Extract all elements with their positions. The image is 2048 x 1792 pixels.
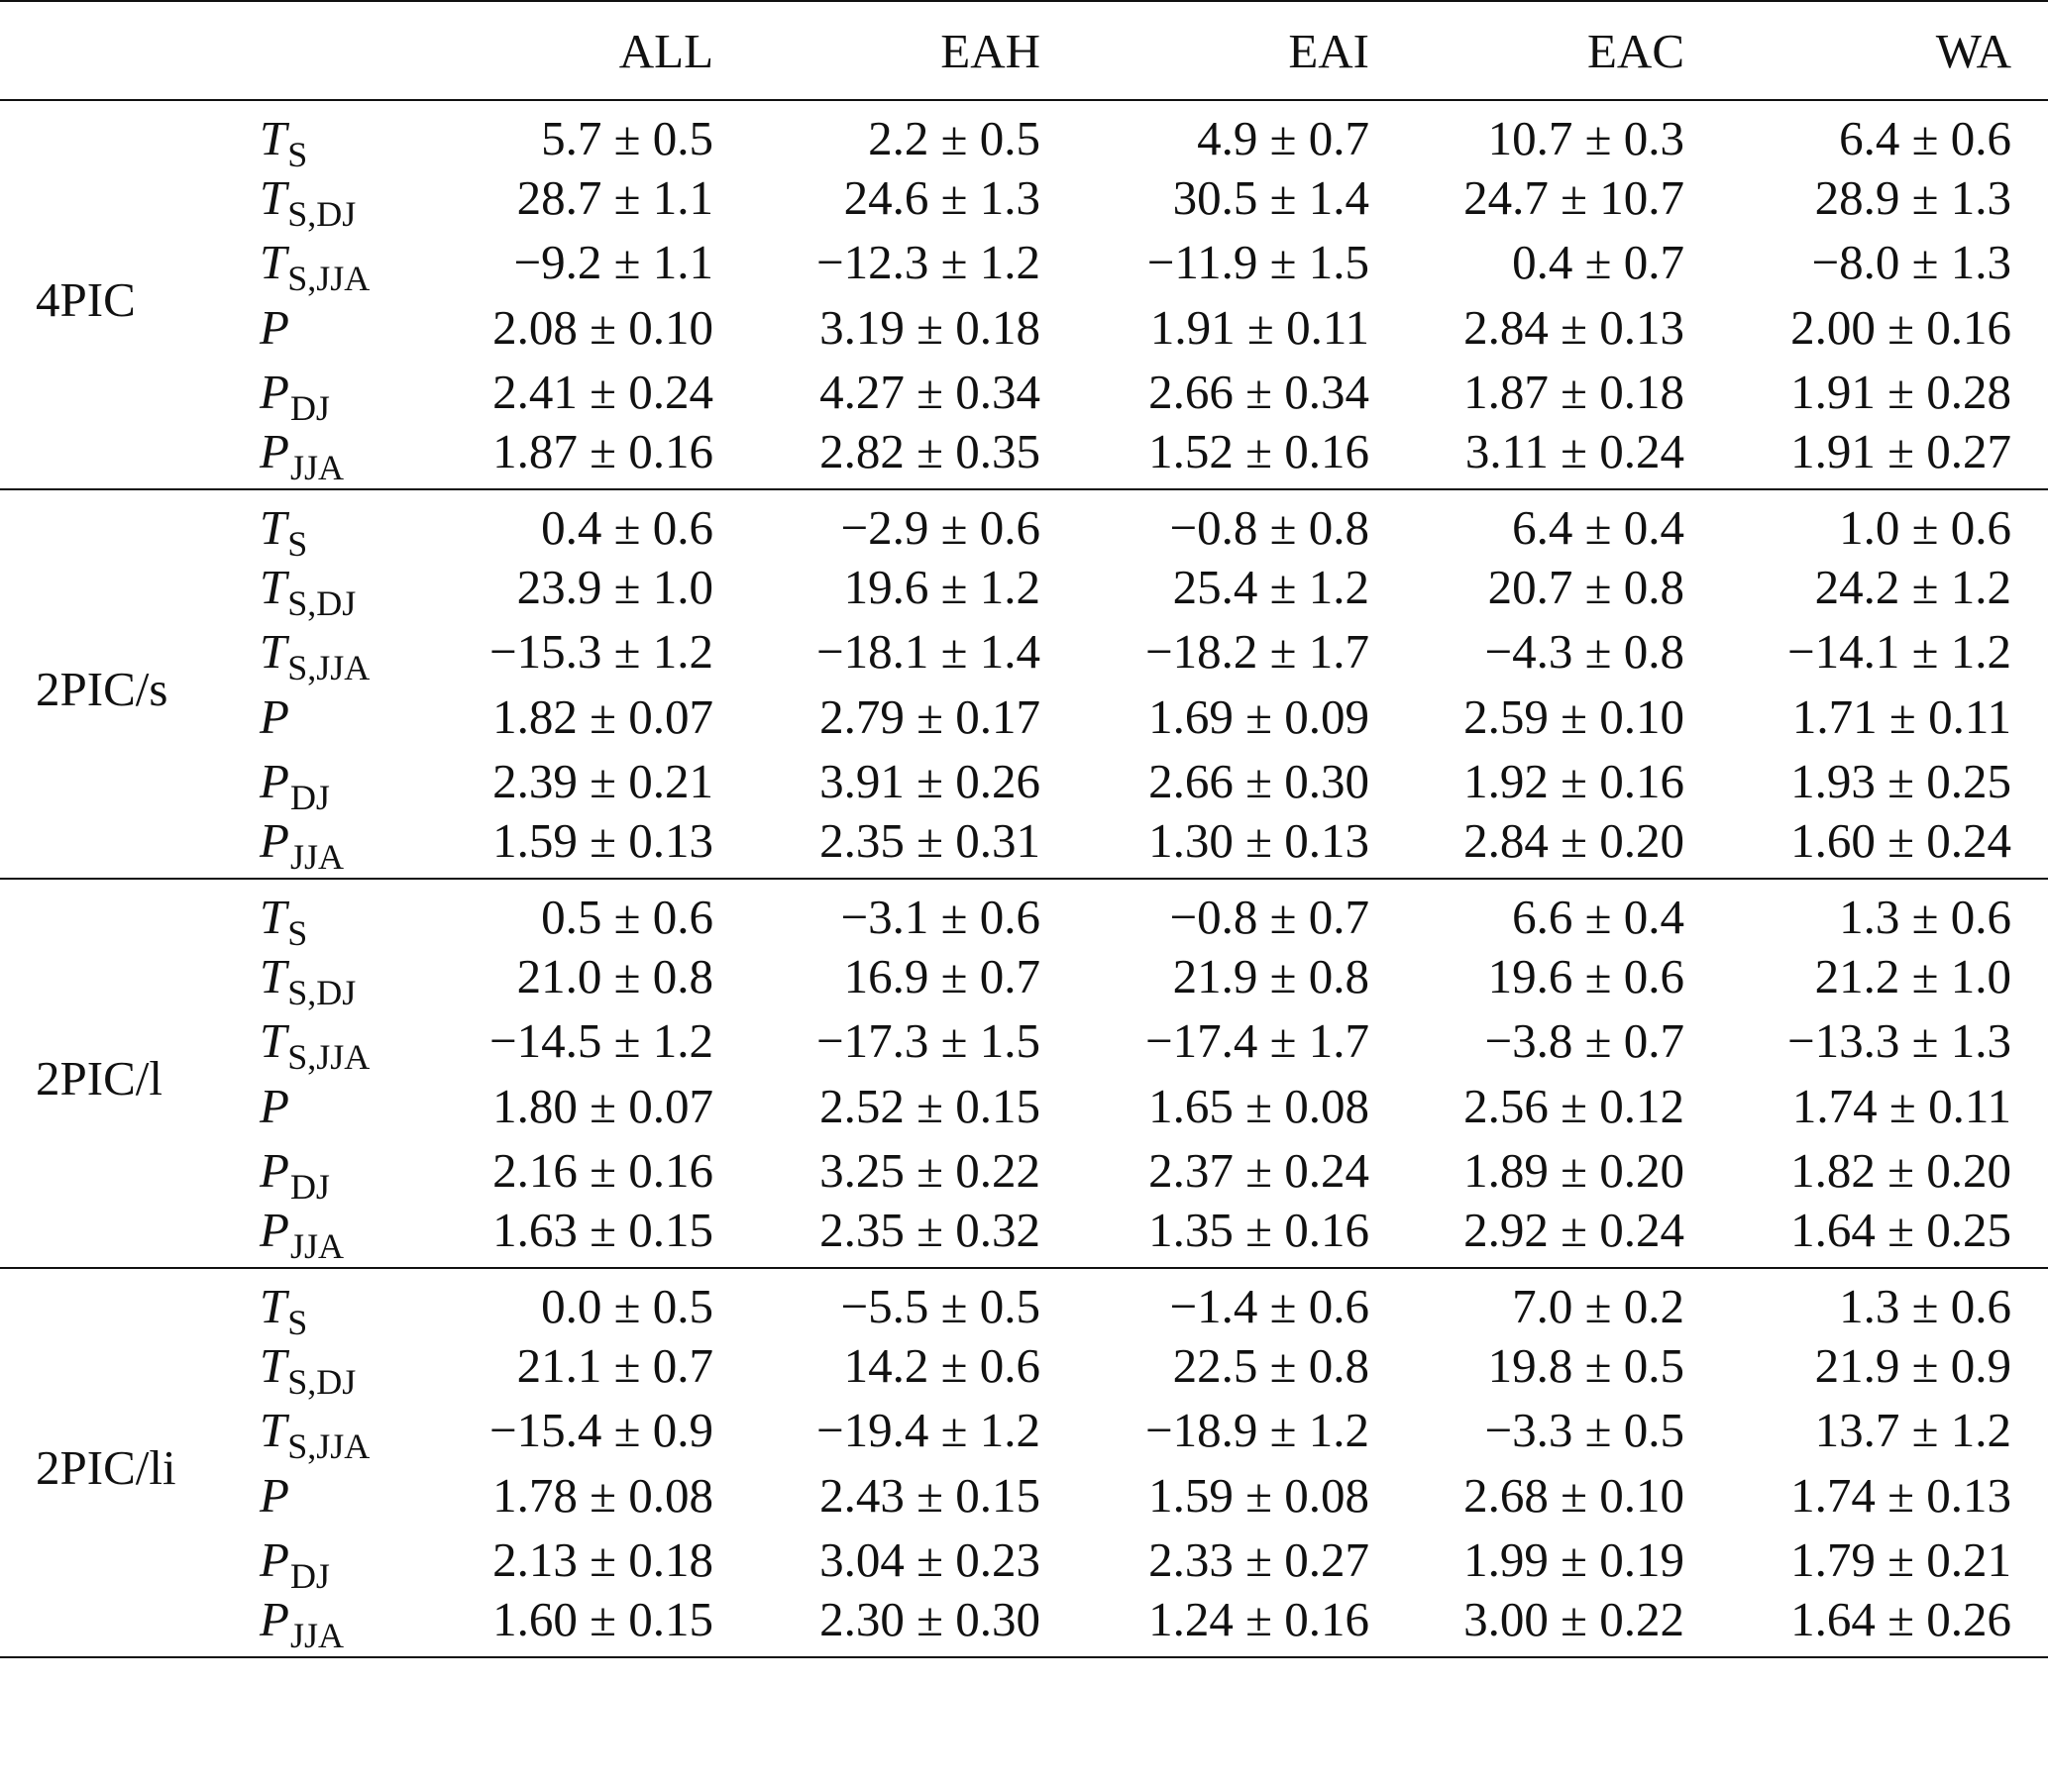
variable-subscript: S bbox=[287, 134, 308, 174]
variable-label bbox=[248, 1268, 431, 1342]
value-cell-eai: 1.24 ± 0.16 bbox=[1148, 1592, 1369, 1647]
variable-symbol: P bbox=[260, 688, 289, 744]
variable-subscript: S,JJA bbox=[287, 1426, 371, 1467]
value-cell-eah: 2.52 ± 0.15 bbox=[819, 1078, 1040, 1133]
table-row bbox=[0, 1138, 2048, 1204]
value-cell-all: 21.0 ± 0.8 bbox=[516, 948, 713, 1003]
variable-symbol: T bbox=[260, 1013, 287, 1069]
value-cell-eah: 14.2 ± 0.6 bbox=[843, 1337, 1040, 1393]
value-cell-wa: 2.00 ± 0.16 bbox=[1790, 299, 2011, 355]
variable-symbol: T bbox=[260, 110, 287, 165]
value-cell-eac: 6.4 ± 0.4 bbox=[1512, 499, 1684, 555]
value-cell-eah: −18.1 ± 1.4 bbox=[815, 624, 1040, 680]
variable-subscript: DJ bbox=[289, 778, 330, 818]
value-cell-eac: 3.11 ± 0.24 bbox=[1464, 424, 1684, 479]
value-cell-eai: 2.37 ± 0.24 bbox=[1148, 1143, 1369, 1199]
variable-subscript: S,DJ bbox=[287, 1361, 357, 1402]
table-row bbox=[0, 944, 2048, 1009]
value-cell-eah: 3.19 ± 0.18 bbox=[819, 299, 1040, 355]
value-cell-all: 1.82 ± 0.07 bbox=[492, 688, 713, 744]
value-cell-wa: 1.74 ± 0.13 bbox=[1790, 1467, 2011, 1523]
variable-label bbox=[248, 165, 431, 234]
variable-symbol: P bbox=[260, 1532, 289, 1588]
header-eai: EAI bbox=[1040, 1, 1369, 100]
value-cell-eah: −12.3 ± 1.2 bbox=[815, 235, 1040, 290]
value-cell-eac: 1.92 ± 0.16 bbox=[1463, 754, 1684, 809]
value-cell-eah: 24.6 ± 1.3 bbox=[843, 169, 1040, 225]
value-cell-wa: 1.74 ± 0.11 bbox=[1791, 1078, 2011, 1133]
value-cell-wa: 1.64 ± 0.25 bbox=[1790, 1203, 2011, 1258]
variable-subscript: S,JJA bbox=[287, 1037, 371, 1078]
value-cell-all: 2.39 ± 0.21 bbox=[492, 754, 713, 809]
variable-symbol: P bbox=[260, 1467, 289, 1523]
experiment-label: 4PIC bbox=[36, 272, 136, 327]
value-cell-eac: 2.56 ± 0.12 bbox=[1463, 1078, 1684, 1133]
header-all: ALL bbox=[431, 1, 713, 100]
table-row bbox=[0, 489, 2048, 555]
value-cell-eai: 25.4 ± 1.2 bbox=[1172, 559, 1369, 614]
value-cell-eac: −3.8 ± 0.7 bbox=[1484, 1013, 1684, 1069]
value-cell-eah: 19.6 ± 1.2 bbox=[843, 559, 1040, 614]
variable-subscript: DJ bbox=[289, 388, 330, 429]
value-cell-eai: −18.9 ± 1.2 bbox=[1144, 1403, 1369, 1458]
value-cell-eac: −4.3 ± 0.8 bbox=[1484, 624, 1684, 680]
value-cell-eai: 1.52 ± 0.16 bbox=[1148, 424, 1369, 479]
value-cell-eac: 19.6 ± 0.6 bbox=[1487, 948, 1684, 1003]
table-row bbox=[0, 1008, 2048, 1074]
variable-symbol: T bbox=[260, 624, 287, 680]
experiment-label: 2PIC/l bbox=[36, 1051, 162, 1106]
value-cell-eai: 1.59 ± 0.08 bbox=[1148, 1467, 1369, 1523]
table-row bbox=[0, 1268, 2048, 1333]
value-cell-wa: 1.91 ± 0.27 bbox=[1790, 424, 2011, 479]
value-cell-eai: 1.65 ± 0.08 bbox=[1148, 1078, 1369, 1133]
header-variable-column bbox=[248, 1, 431, 100]
table-block bbox=[0, 489, 2048, 879]
table-row bbox=[0, 1528, 2048, 1593]
value-cell-eac: 2.84 ± 0.13 bbox=[1463, 299, 1684, 355]
value-cell-eai: 30.5 ± 1.4 bbox=[1172, 169, 1369, 225]
variable-label bbox=[248, 489, 431, 564]
value-cell-eac: 2.92 ± 0.24 bbox=[1463, 1203, 1684, 1258]
variable-subscript: S,DJ bbox=[287, 972, 357, 1012]
table-row bbox=[0, 360, 2048, 425]
table-block bbox=[0, 1268, 2048, 1657]
variable-symbol: T bbox=[260, 499, 287, 555]
table-row bbox=[0, 1398, 2048, 1463]
table-row bbox=[0, 1463, 2048, 1528]
value-cell-eah: −19.4 ± 1.2 bbox=[815, 1403, 1040, 1458]
variable-label bbox=[248, 1138, 431, 1208]
variable-symbol: P bbox=[260, 365, 289, 420]
variable-subscript: S,JJA bbox=[287, 648, 371, 688]
value-cell-eai: −11.9 ± 1.5 bbox=[1146, 235, 1369, 290]
value-cell-wa: 1.60 ± 0.24 bbox=[1790, 813, 2011, 869]
value-cell-eac: 20.7 ± 0.8 bbox=[1487, 559, 1684, 614]
value-cell-wa: −8.0 ± 1.3 bbox=[1811, 235, 2011, 290]
value-cell-wa: 1.79 ± 0.21 bbox=[1790, 1532, 2011, 1588]
value-cell-eah: 2.2 ± 0.5 bbox=[868, 110, 1040, 165]
variable-symbol: T bbox=[260, 1403, 287, 1458]
variable-label bbox=[248, 814, 431, 880]
value-cell-all: 21.1 ± 0.7 bbox=[516, 1337, 713, 1393]
value-cell-wa: 24.2 ± 1.2 bbox=[1814, 559, 2011, 614]
value-cell-eac: 1.89 ± 0.20 bbox=[1463, 1143, 1684, 1199]
value-cell-wa: −14.1 ± 1.2 bbox=[1786, 624, 2011, 680]
value-cell-all: 0.5 ± 0.6 bbox=[541, 889, 713, 944]
value-cell-eah: 3.91 ± 0.26 bbox=[819, 754, 1040, 809]
variable-symbol: P bbox=[260, 1592, 289, 1647]
value-cell-all: 1.87 ± 0.16 bbox=[492, 424, 713, 479]
variable-label bbox=[248, 100, 431, 174]
value-cell-eac: 6.6 ± 0.4 bbox=[1512, 889, 1684, 944]
variable-symbol: T bbox=[260, 235, 287, 290]
value-cell-eah: 2.30 ± 0.30 bbox=[819, 1592, 1040, 1647]
value-cell-eai: −18.2 ± 1.7 bbox=[1144, 624, 1369, 680]
variable-subscript: S,DJ bbox=[287, 193, 357, 234]
table-row bbox=[0, 879, 2048, 944]
value-cell-eai: −1.4 ± 0.6 bbox=[1169, 1278, 1369, 1333]
value-cell-wa: 6.4 ± 0.6 bbox=[1839, 110, 2011, 165]
value-cell-eac: 24.7 ± 10.7 bbox=[1463, 169, 1684, 225]
variable-label bbox=[248, 879, 431, 953]
value-cell-eai: 1.91 ± 0.11 bbox=[1149, 299, 1369, 355]
value-cell-all: 1.60 ± 0.15 bbox=[492, 1592, 713, 1647]
value-cell-all: −15.4 ± 0.9 bbox=[488, 1403, 713, 1458]
value-cell-all: 1.59 ± 0.13 bbox=[492, 813, 713, 869]
variable-label bbox=[248, 1463, 431, 1528]
value-cell-all: 1.80 ± 0.07 bbox=[492, 1078, 713, 1133]
table-row bbox=[0, 685, 2048, 750]
variable-label bbox=[248, 1398, 431, 1467]
variable-subscript: S bbox=[287, 912, 308, 953]
value-cell-eah: 16.9 ± 0.7 bbox=[843, 948, 1040, 1003]
variable-label bbox=[248, 1333, 431, 1402]
value-cell-eac: 1.99 ± 0.19 bbox=[1463, 1532, 1684, 1588]
table-row bbox=[0, 749, 2048, 814]
variable-label bbox=[248, 1074, 431, 1139]
table-row bbox=[0, 619, 2048, 685]
value-cell-wa: −13.3 ± 1.3 bbox=[1786, 1013, 2011, 1069]
table-row bbox=[0, 230, 2048, 295]
value-cell-all: 5.7 ± 0.5 bbox=[541, 110, 713, 165]
value-cell-eai: 1.30 ± 0.13 bbox=[1148, 813, 1369, 869]
value-cell-eai: −0.8 ± 0.8 bbox=[1169, 499, 1369, 555]
value-cell-eai: 2.66 ± 0.30 bbox=[1148, 754, 1369, 809]
variable-label bbox=[248, 1204, 431, 1269]
variable-symbol: T bbox=[260, 889, 287, 944]
value-cell-wa: 1.0 ± 0.6 bbox=[1839, 499, 2011, 555]
value-cell-wa: 21.2 ± 1.0 bbox=[1814, 948, 2011, 1003]
value-cell-all: 0.0 ± 0.5 bbox=[541, 1278, 713, 1333]
table-header bbox=[0, 1, 2048, 100]
header-eah: EAH bbox=[713, 1, 1040, 100]
value-cell-eah: 2.82 ± 0.35 bbox=[819, 424, 1040, 479]
variable-label bbox=[248, 619, 431, 688]
value-cell-all: 2.16 ± 0.16 bbox=[492, 1143, 713, 1199]
variable-label bbox=[248, 1528, 431, 1597]
value-cell-all: 1.63 ± 0.15 bbox=[492, 1203, 713, 1258]
value-cell-eai: 21.9 ± 0.8 bbox=[1172, 948, 1369, 1003]
variable-subscript: S,DJ bbox=[287, 582, 357, 623]
variable-label bbox=[248, 555, 431, 623]
value-cell-eah: 2.79 ± 0.17 bbox=[819, 688, 1040, 744]
value-cell-eah: −2.9 ± 0.6 bbox=[840, 499, 1040, 555]
table-row bbox=[0, 425, 2048, 490]
variable-subscript: JJA bbox=[289, 1616, 344, 1656]
variable-label bbox=[248, 230, 431, 299]
variable-symbol: T bbox=[260, 169, 287, 225]
value-cell-wa: 1.93 ± 0.25 bbox=[1790, 754, 2011, 809]
variable-label bbox=[248, 1593, 431, 1658]
header-group-column bbox=[0, 1, 248, 100]
value-cell-wa: 13.7 ± 1.2 bbox=[1814, 1403, 2011, 1458]
value-cell-all: 2.08 ± 0.10 bbox=[492, 299, 713, 355]
value-cell-eac: −3.3 ± 0.5 bbox=[1484, 1403, 1684, 1458]
value-cell-eac: 2.84 ± 0.20 bbox=[1463, 813, 1684, 869]
experiment-label: 2PIC/li bbox=[36, 1440, 176, 1495]
value-cell-eac: 10.7 ± 0.3 bbox=[1487, 110, 1684, 165]
value-cell-eac: 2.59 ± 0.10 bbox=[1463, 688, 1684, 744]
variable-symbol: P bbox=[260, 1203, 289, 1258]
value-cell-eai: −17.4 ± 1.7 bbox=[1144, 1013, 1369, 1069]
variable-subscript: JJA bbox=[289, 837, 344, 878]
variable-symbol: P bbox=[260, 754, 289, 809]
value-cell-all: 23.9 ± 1.0 bbox=[516, 559, 713, 614]
value-cell-eah: 2.35 ± 0.32 bbox=[819, 1203, 1040, 1258]
value-cell-wa: 28.9 ± 1.3 bbox=[1814, 169, 2011, 225]
value-cell-eac: 3.00 ± 0.22 bbox=[1463, 1592, 1684, 1647]
variable-symbol: T bbox=[260, 1278, 287, 1333]
table-row bbox=[0, 295, 2048, 361]
value-cell-eac: 19.8 ± 0.5 bbox=[1487, 1337, 1684, 1393]
header-wa: WA bbox=[1684, 1, 2048, 100]
value-cell-eac: 1.87 ± 0.18 bbox=[1463, 365, 1684, 420]
value-cell-wa: 1.71 ± 0.11 bbox=[1791, 688, 2011, 744]
value-cell-eai: 22.5 ± 0.8 bbox=[1172, 1337, 1369, 1393]
table-row bbox=[0, 1074, 2048, 1139]
value-cell-wa: 21.9 ± 0.9 bbox=[1814, 1337, 2011, 1393]
table-block bbox=[0, 879, 2048, 1268]
value-cell-wa: 1.3 ± 0.6 bbox=[1839, 1278, 2011, 1333]
variable-symbol: P bbox=[260, 299, 289, 355]
variable-label bbox=[248, 295, 431, 361]
variable-subscript: JJA bbox=[289, 1226, 344, 1267]
value-cell-eac: 0.4 ± 0.7 bbox=[1512, 235, 1684, 290]
value-cell-all: 0.4 ± 0.6 bbox=[541, 499, 713, 555]
variable-label bbox=[248, 425, 431, 490]
experiment-label: 2PIC/s bbox=[36, 662, 168, 716]
value-cell-all: 2.41 ± 0.24 bbox=[492, 365, 713, 420]
variable-subscript: DJ bbox=[289, 1556, 330, 1597]
table-block bbox=[0, 100, 2048, 489]
value-cell-wa: 1.82 ± 0.20 bbox=[1790, 1143, 2011, 1199]
value-cell-wa: 1.64 ± 0.26 bbox=[1790, 1592, 2011, 1647]
value-cell-eah: 4.27 ± 0.34 bbox=[819, 365, 1040, 420]
variable-label bbox=[248, 749, 431, 818]
variable-label bbox=[248, 685, 431, 750]
variable-subscript: JJA bbox=[289, 448, 344, 488]
value-cell-eai: 1.69 ± 0.09 bbox=[1148, 688, 1369, 744]
value-cell-eac: 2.68 ± 0.10 bbox=[1463, 1467, 1684, 1523]
value-cell-eah: −17.3 ± 1.5 bbox=[815, 1013, 1040, 1069]
table-row bbox=[0, 1333, 2048, 1399]
variable-symbol: T bbox=[260, 559, 287, 614]
value-cell-eah: 2.43 ± 0.15 bbox=[819, 1467, 1040, 1523]
value-cell-all: 2.13 ± 0.18 bbox=[492, 1532, 713, 1588]
table-row bbox=[0, 165, 2048, 231]
value-cell-all: 28.7 ± 1.1 bbox=[516, 169, 713, 225]
variable-label bbox=[248, 360, 431, 429]
value-cell-eac: 7.0 ± 0.2 bbox=[1512, 1278, 1684, 1333]
variable-symbol: P bbox=[260, 813, 289, 869]
variable-subscript: DJ bbox=[289, 1167, 330, 1208]
value-cell-all: −14.5 ± 1.2 bbox=[488, 1013, 713, 1069]
table-row bbox=[0, 1204, 2048, 1269]
variable-subscript: S bbox=[287, 523, 308, 564]
value-cell-eai: 1.35 ± 0.16 bbox=[1148, 1203, 1369, 1258]
value-cell-eai: 4.9 ± 0.7 bbox=[1197, 110, 1369, 165]
value-cell-eah: −5.5 ± 0.5 bbox=[840, 1278, 1040, 1333]
value-cell-eah: −3.1 ± 0.6 bbox=[840, 889, 1040, 944]
value-cell-eai: 2.66 ± 0.34 bbox=[1148, 365, 1369, 420]
variable-subscript: S,JJA bbox=[287, 259, 371, 299]
value-cell-eai: 2.33 ± 0.27 bbox=[1148, 1532, 1369, 1588]
value-cell-eah: 2.35 ± 0.31 bbox=[819, 813, 1040, 869]
value-cell-eai: −0.8 ± 0.7 bbox=[1169, 889, 1369, 944]
variable-symbol: P bbox=[260, 1143, 289, 1199]
variable-symbol: P bbox=[260, 1078, 289, 1133]
variable-label bbox=[248, 944, 431, 1012]
variable-label bbox=[248, 1008, 431, 1078]
variable-symbol: P bbox=[260, 424, 289, 479]
value-cell-wa: 1.91 ± 0.28 bbox=[1790, 365, 2011, 420]
table-row bbox=[0, 814, 2048, 880]
table-row bbox=[0, 1593, 2048, 1658]
value-cell-all: 1.78 ± 0.08 bbox=[492, 1467, 713, 1523]
value-cell-eah: 3.25 ± 0.22 bbox=[819, 1143, 1040, 1199]
table-row bbox=[0, 100, 2048, 165]
header-eac: EAC bbox=[1369, 1, 1684, 100]
header-row bbox=[0, 1, 2048, 100]
value-cell-wa: 1.3 ± 0.6 bbox=[1839, 889, 2011, 944]
value-cell-all: −9.2 ± 1.1 bbox=[513, 235, 713, 290]
value-cell-all: −15.3 ± 1.2 bbox=[488, 624, 713, 680]
variable-symbol: T bbox=[260, 1337, 287, 1393]
table-row bbox=[0, 555, 2048, 620]
variable-subscript: S bbox=[287, 1302, 308, 1342]
variable-symbol: T bbox=[260, 948, 287, 1003]
value-cell-eah: 3.04 ± 0.23 bbox=[819, 1532, 1040, 1588]
